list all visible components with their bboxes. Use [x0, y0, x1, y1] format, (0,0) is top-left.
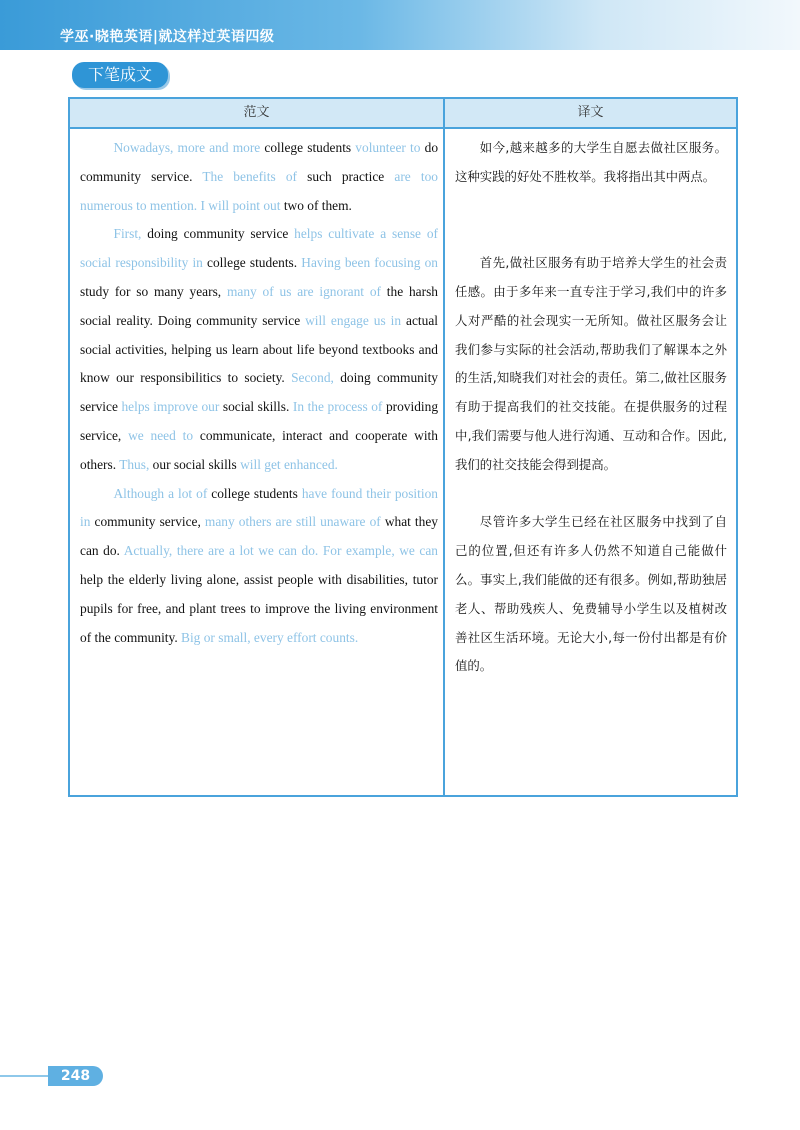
essay-text: college students — [211, 485, 302, 501]
section-tab — [72, 62, 168, 88]
highlighted-phrase: Actually, there are a lot we can do. For example, we can — [123, 543, 438, 559]
column-divider — [443, 99, 445, 795]
highlighted-phrase: we need to — [128, 427, 200, 443]
essay-text: help the elderly living alone, assist people with disabilities, tutor pupils for free, and plant trees to improve the living environment of the community. — [80, 571, 438, 645]
essay-table — [68, 97, 738, 797]
highlighted-phrase: are too numerous to mention. I will point out — [80, 168, 439, 213]
essay-text: our social skills — [152, 456, 241, 472]
essay-text: what they can do. — [80, 514, 438, 559]
highlighted-phrase: many of us are ignorant of — [226, 283, 387, 299]
chinese-translation-column — [455, 134, 727, 681]
highlighted-phrase: will engage us in — [305, 312, 407, 328]
essay-text: study for so many years, — [80, 283, 227, 299]
highlighted-phrase: Having been focusing on — [301, 255, 438, 271]
column-header-model-essay: 范文 — [243, 105, 270, 120]
highlighted-phrase: First, — [113, 226, 148, 242]
english-essay-column — [80, 134, 438, 652]
chinese-paragraph-1: 如今,越来越多的大学生自愿去做社区服务。这种实践的好处不胜枚举。我将指出其中两点。 — [455, 140, 727, 184]
english-paragraph-1 — [80, 134, 438, 220]
page-number-badge — [48, 1066, 103, 1086]
essay-text: community service, — [94, 514, 205, 530]
highlighted-phrase: Thus, — [119, 456, 153, 472]
highlighted-phrase: In the process of — [292, 399, 386, 415]
highlighted-phrase: helps improve our — [121, 399, 223, 415]
highlighted-phrase: Second, — [291, 370, 341, 386]
page-number: 248 — [60, 1068, 91, 1084]
english-paragraph-3 — [80, 480, 438, 653]
book-series-title: 学巫·晓艳英语|就这样过英语四级 — [60, 29, 275, 45]
table-header-row — [70, 99, 736, 129]
highlighted-phrase: The benefits of — [202, 168, 308, 184]
highlighted-phrase: volunteer to — [355, 140, 425, 155]
essay-text: providing service, — [80, 399, 439, 443]
page-footer-line — [0, 1075, 48, 1077]
highlighted-phrase: Although a lot of — [113, 485, 212, 501]
essay-text: doing community service — [80, 370, 439, 415]
column-header-translation: 译文 — [577, 105, 604, 120]
essay-text: two of them. — [283, 197, 352, 213]
essay-text: doing community service — [147, 226, 295, 242]
essay-text: communicate, interact and cooperate with others. — [80, 427, 438, 472]
chinese-paragraph-3: 尽管许多大学生已经在社区服务中找到了自己的位置,但还有许多人仍然不知道自己能做什么。事实上,我们能做的还有很多。例如,帮助独居老人、帮助残疾人、免费辅导小学生以及植树改善社区生活环境。无论大小,每一份付出都是有价值的。 — [455, 514, 727, 674]
highlighted-phrase: will get enhanced. — [240, 456, 338, 472]
highlighted-phrase: have found their position in — [80, 485, 438, 530]
english-paragraph-2 — [80, 220, 438, 479]
section-tab-label: 下笔成文 — [87, 65, 152, 84]
header-bar — [0, 0, 800, 50]
essay-text: do community service. — [80, 140, 439, 184]
essay-text: the harsh social reality. Doing community service — [80, 283, 438, 328]
highlighted-phrase: Nowadays, more and more — [113, 140, 265, 155]
highlighted-phrase: helps cultivate a sense of social responsibility in — [80, 226, 438, 271]
essay-text: such practice — [307, 168, 395, 184]
essay-text: college students — [264, 140, 356, 155]
essay-text: actual social activities, helping us learn about life beyond textbooks and know our responsibilitics to society. — [80, 312, 438, 386]
essay-text: college students. — [207, 255, 302, 271]
essay-text: social skills. — [222, 399, 293, 415]
chinese-paragraph-2: 首先,做社区服务有助于培养大学生的社会责任感。由于多年来一直专注于学习,我们中的许多人对严酷的社会现实一无所知。做社区服务会让我们参与实际的社会活动,帮助我们了解课本之外的生活,知晓我们对社会的责任。第二,做社区服务有助于提高我们的社交技能。在提供服务的过程中,我们需要与他人进行沟通、互动和合作。因此,我们的社交技能会得到提高。 — [455, 255, 727, 472]
highlighted-phrase: Big or small, every effort counts. — [181, 629, 359, 645]
highlighted-phrase: many others are still unaware of — [204, 514, 385, 530]
